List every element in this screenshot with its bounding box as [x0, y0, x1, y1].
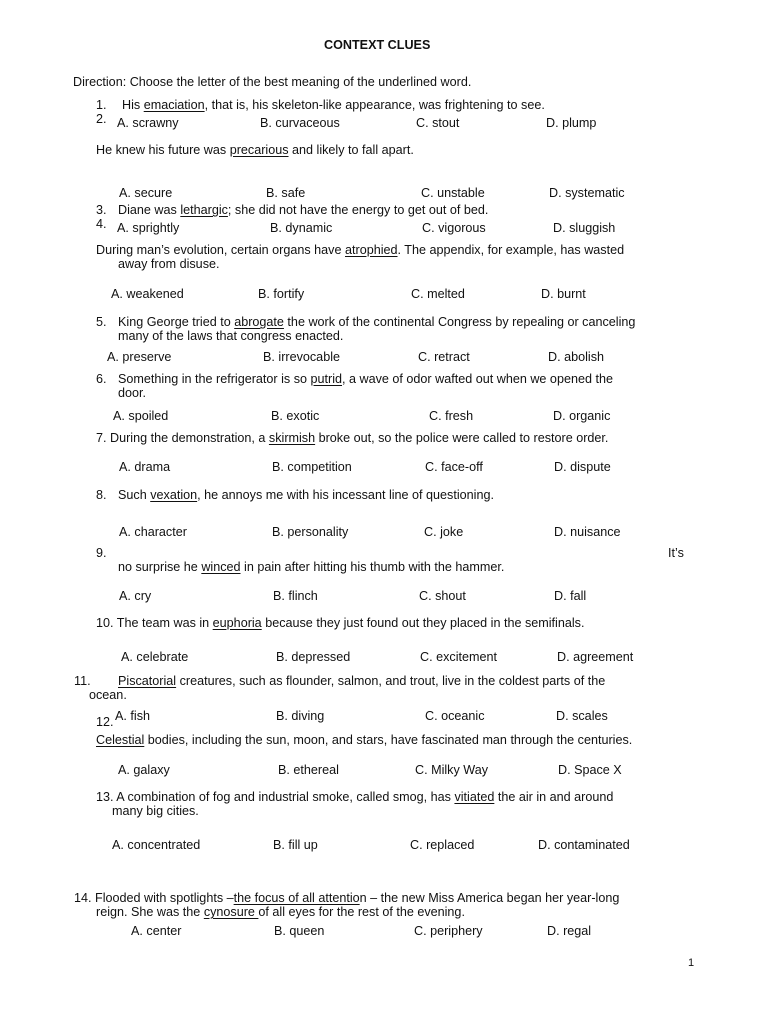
- q9-option-d[interactable]: D. fall: [554, 589, 587, 603]
- q2-target-word: precarious: [229, 143, 289, 157]
- q6-option-d[interactable]: D. organic: [553, 409, 611, 423]
- q8-post: , he annoys me with his incessant line of questioning.: [197, 488, 494, 502]
- q6-target-word: putrid: [310, 372, 343, 386]
- q3-post: ; she did not have the energy to get out of bed.: [227, 203, 489, 217]
- q7-option-d[interactable]: D. dispute: [554, 460, 611, 474]
- q1-number: 1.: [96, 98, 107, 112]
- q10-option-a[interactable]: A. celebrate: [121, 650, 189, 664]
- q2-post: and likely to fall apart.: [288, 143, 414, 157]
- q11-option-c[interactable]: C. oceanic: [425, 709, 485, 723]
- q6-option-a[interactable]: A. spoiled: [113, 409, 169, 423]
- q2-option-c[interactable]: C. unstable: [421, 186, 485, 200]
- q10-option-d[interactable]: D. agreement: [557, 650, 634, 664]
- q13-option-c[interactable]: C. replaced: [410, 838, 475, 852]
- q9-post: in pain after hitting his thumb with the hammer.: [240, 560, 505, 574]
- q6-stem: [118, 372, 613, 387]
- q12-option-a[interactable]: A. galaxy: [118, 763, 170, 777]
- q14-line2-pre: reign. She was the: [96, 905, 204, 919]
- q8-option-c[interactable]: C. joke: [424, 525, 464, 539]
- q8-number: 8.: [96, 488, 107, 502]
- q3-stem: [118, 203, 488, 218]
- q8-target-word: vexation: [150, 488, 198, 502]
- q5-option-d[interactable]: D. abolish: [548, 350, 605, 364]
- q9-lead-word: It’s: [668, 546, 684, 560]
- q14-mid: n – the new Miss America began her year-long: [359, 891, 620, 905]
- q12-stem: [96, 733, 632, 748]
- q12-option-c[interactable]: C. Milky Way: [415, 763, 488, 777]
- q14-target-word: cynosure: [203, 905, 259, 919]
- q3-number: 3.: [96, 203, 107, 217]
- q8-option-d[interactable]: D. nuisance: [554, 525, 621, 539]
- q7-option-b[interactable]: B. competition: [272, 460, 352, 474]
- q10-option-b[interactable]: B. depressed: [276, 650, 351, 664]
- q4-option-a[interactable]: A. weakened: [111, 287, 184, 301]
- q9-option-a[interactable]: A. cry: [119, 589, 152, 603]
- q12-number: 12.: [96, 715, 114, 729]
- q13-option-a[interactable]: A. concentrated: [112, 838, 201, 852]
- q13-stem: [96, 790, 613, 805]
- q8-option-a[interactable]: A. character: [119, 525, 187, 539]
- q13-pre: 13. A combination of fog and industrial smoke, called smog, has: [96, 790, 455, 804]
- q10-pre: 10. The team was in: [96, 616, 213, 630]
- q8-stem: [118, 488, 494, 503]
- q2-option-d[interactable]: D. systematic: [549, 186, 625, 200]
- q6-option-b[interactable]: B. exotic: [271, 409, 320, 423]
- q1-pre: His: [122, 98, 144, 112]
- q6-number: 6.: [96, 372, 107, 386]
- q5-number: 5.: [96, 315, 107, 329]
- q14-line2-post: of all eyes for the rest of the evening.: [258, 905, 465, 919]
- q1-target-word: emaciation: [143, 98, 205, 112]
- q9-pre: no surprise he: [118, 560, 202, 574]
- q11-number: 11.: [74, 674, 91, 688]
- q6-post: , a wave of odor wafted out when we opened the: [342, 372, 613, 386]
- q1-option-c[interactable]: C. stout: [416, 116, 460, 130]
- q1-post: , that is, his skeleton-like appearance, was frightening to see.: [204, 98, 545, 112]
- q4-pre: During man’s evolution, certain organs have: [96, 243, 345, 257]
- q9-target-word: winced: [201, 560, 241, 574]
- q14-target-phrase: the focus of all attentio: [233, 891, 360, 905]
- q4-option-d[interactable]: D. burnt: [541, 287, 586, 301]
- q5-option-a[interactable]: A. preserve: [107, 350, 172, 364]
- q4-stem-line2: away from disuse.: [118, 257, 220, 271]
- q13-option-d[interactable]: D. contaminated: [538, 838, 630, 852]
- q10-target-word: euphoria: [212, 616, 262, 630]
- q7-target-word: skirmish: [268, 431, 316, 445]
- q12-target-word: Celestial: [96, 733, 145, 747]
- q8-option-b[interactable]: B. personality: [272, 525, 349, 539]
- q14-option-c[interactable]: C. periphery: [414, 924, 483, 938]
- q2-pre: He knew his future was: [96, 143, 230, 157]
- q6-stem-line2: door.: [118, 386, 147, 400]
- q3-pre: Diane was: [118, 203, 181, 217]
- q10-stem: [96, 616, 584, 631]
- q4-option-b[interactable]: B. fortify: [258, 287, 305, 301]
- q13-target-word: vitiated: [454, 790, 495, 804]
- q4-option-c[interactable]: C. melted: [411, 287, 465, 301]
- q11-option-a[interactable]: A. fish: [115, 709, 150, 723]
- q9-stem: [118, 560, 504, 575]
- q9-option-b[interactable]: B. flinch: [273, 589, 318, 603]
- q3-option-d[interactable]: D. sluggish: [553, 221, 616, 235]
- q14-stem-line2: [96, 905, 465, 920]
- q11-stem: [118, 674, 605, 689]
- q9-number: 9.: [96, 546, 107, 560]
- q11-stem-line2: ocean.: [89, 688, 127, 702]
- q1-stem: [122, 98, 545, 113]
- q11-post: creatures, such as flounder, salmon, and trout, live in the coldest parts of the: [176, 674, 606, 688]
- q11-option-d[interactable]: D. scales: [556, 709, 608, 723]
- page-number: 1: [688, 957, 695, 969]
- q5-target-word: abrogate: [234, 315, 284, 329]
- q12-post: bodies, including the sun, moon, and stars, have fascinated man through the centuries.: [144, 733, 633, 747]
- q13-post: the air in and around: [494, 790, 614, 804]
- q11-target-word: Piscatorial: [118, 674, 177, 688]
- q5-option-c[interactable]: C. retract: [418, 350, 470, 364]
- q5-option-b[interactable]: B. irrevocable: [263, 350, 340, 364]
- q4-post: . The appendix, for example, has wasted: [397, 243, 625, 257]
- q7-option-c[interactable]: C. face-off: [425, 460, 483, 474]
- q4-target-word: atrophied: [345, 243, 398, 257]
- q7-post: broke out, so the police were called to restore order.: [315, 431, 609, 445]
- q1-option-d[interactable]: D. plump: [546, 116, 597, 130]
- q3-option-a[interactable]: A. sprightly: [117, 221, 180, 235]
- q14-stem: [74, 891, 619, 906]
- q1-option-a[interactable]: A. scrawny: [117, 116, 179, 130]
- q5-pre: King George tried to: [118, 315, 235, 329]
- q3-target-word: lethargic: [180, 203, 228, 217]
- q2-option-a[interactable]: A. secure: [119, 186, 173, 200]
- q7-option-a[interactable]: A. drama: [119, 460, 171, 474]
- q6-pre: Something in the refrigerator is so: [118, 372, 311, 386]
- q11-option-b[interactable]: B. diving: [276, 709, 325, 723]
- q13-stem-line2: many big cities.: [112, 804, 199, 818]
- q4-stem: [96, 243, 624, 258]
- q14-pre: 14. Flooded with spotlights –: [74, 891, 234, 905]
- q4-number: 4.: [96, 217, 107, 231]
- q14-option-d[interactable]: D. regal: [547, 924, 592, 938]
- q9-option-c[interactable]: C. shout: [419, 589, 466, 603]
- q10-option-c[interactable]: C. excitement: [420, 650, 497, 664]
- q2-option-b[interactable]: B. safe: [266, 186, 306, 200]
- q6-option-c[interactable]: C. fresh: [429, 409, 474, 423]
- q5-stem: [118, 315, 635, 330]
- q7-stem: [96, 431, 608, 446]
- q5-post: the work of the continental Congress by repealing or canceling: [283, 315, 636, 329]
- page-title: CONTEXT CLUES: [324, 38, 431, 52]
- q1-option-b[interactable]: B. curvaceous: [260, 116, 340, 130]
- q3-option-c[interactable]: C. vigorous: [422, 221, 486, 235]
- q5-stem-line2: many of the laws that congress enacted.: [118, 329, 344, 343]
- q12-option-d[interactable]: D. Space X: [558, 763, 622, 777]
- q13-option-b[interactable]: B. fill up: [273, 838, 318, 852]
- q14-option-a[interactable]: A. center: [131, 924, 182, 938]
- q7-pre: 7. During the demonstration, a: [96, 431, 269, 445]
- q2-number: 2.: [96, 112, 107, 126]
- q2-stem: [96, 143, 414, 158]
- q3-option-b[interactable]: B. dynamic: [270, 221, 333, 235]
- q14-option-b[interactable]: B. queen: [274, 924, 325, 938]
- direction-text: Direction: Choose the letter of the best meaning of the underlined word.: [73, 75, 472, 89]
- q8-pre: Such: [118, 488, 151, 502]
- q10-post: because they just found out they placed in the semifinals.: [261, 616, 585, 630]
- q12-option-b[interactable]: B. ethereal: [278, 763, 339, 777]
